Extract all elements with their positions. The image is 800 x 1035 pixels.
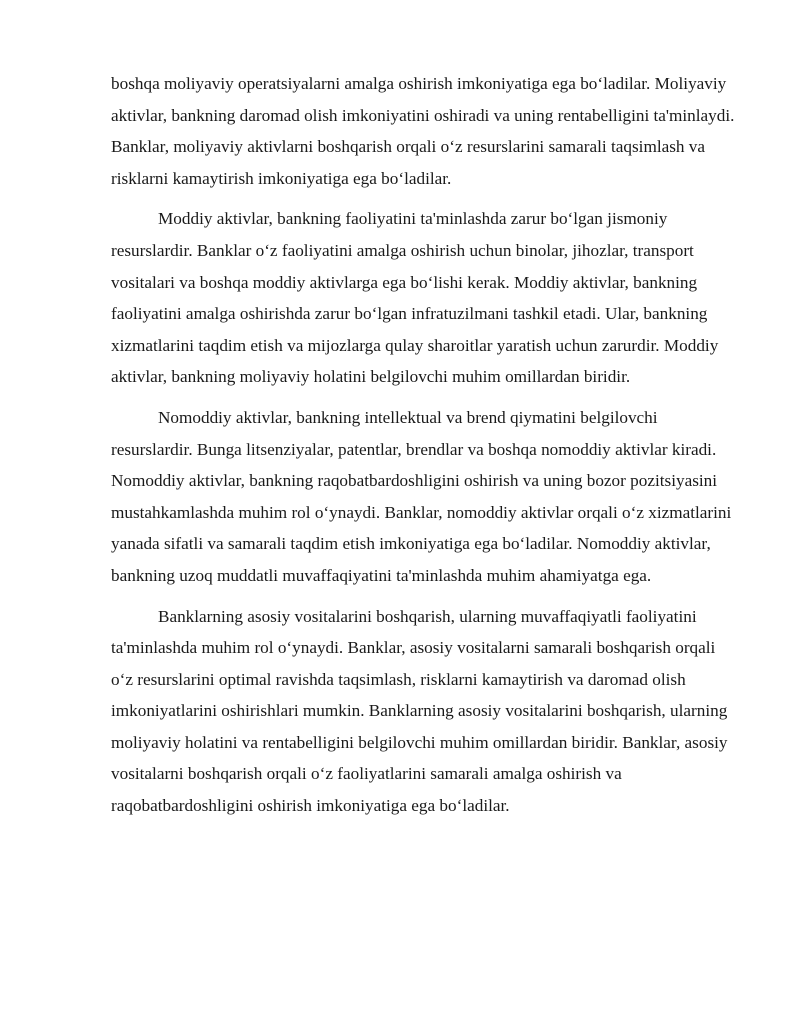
paragraph-fixed-assets-management: Banklarning asosiy vositalarini boshqarish, ularning muvaffaqiyatli faoliyatini ta'minlashda muhim rol o‘ynaydi. Banklar, asosiy vositalarni samarali boshqarish orqali o‘z resurslarini optimal ravishda taqsimlash, risklarni kamaytirish va daromad olish imkoniyatlarini oshirishlari mumkin. Banklarning asosiy vositalarini boshqarish, ularning moliyaviy holatini va rentabelligini belgilovchi muhim omillardan biridir. Banklar, asosiy vositalarni boshqarish orqali o‘z faoliyatlarini samarali amalga oshirish va raqobatbardoshligini oshirish imkoniyatiga ega bo‘ladilar. [111,606,728,816]
document-page [111,68,741,831]
paragraph-financial-assets-continued: boshqa moliyaviy operatsiyalarni amalga oshirish imkoniyatiga ega bo‘ladilar. Moliyaviy aktivlar, bankning daromad olish imkoniyatini oshiradi va uning rentabelligini ta'minlaydi. Banklar, moliyaviy aktivlarni boshqarish orqali o‘z resurslarini samarali taqsimlash va risklarni kamaytirish imkoniyatiga ega bo‘ladilar. [111,74,735,188]
paragraph-intangible-assets: Nomoddiy aktivlar, bankning intellektual va brend qiymatini belgilovchi resurslardir. Bunga litsenziyalar, patentlar, brendlar va boshqa nomoddiy aktivlar kiradi. Nomoddiy aktivlar, bankning raqobatbardoshligini oshirish va uning bozor pozitsiyasini mustahkamlashda muhim rol o‘ynaydi. Banklar, nomoddiy aktivlar orqali o‘z xizmatlarini yanada sifatli va samarali taqdim etish imkoniyatiga ega bo‘ladilar. Nomoddiy aktivlar, bankning uzoq muddatli muvaffaqiyatini ta'minlashda muhim ahamiyatga ega. [111,407,732,585]
paragraph-tangible-assets: Moddiy aktivlar, bankning faoliyatini ta'minlashda zarur bo‘lgan jismoniy resurslardir. Banklar o‘z faoliyatini amalga oshirish uchun binolar, jihozlar, transport vositalari va boshqa moddiy aktivlarga ega bo‘lishi kerak. Moddiy aktivlar, bankning faoliyatini amalga oshirishda zarur bo‘lgan infratuzilmani tashkil etadi. Ular, bankning xizmatlarini taqdim etish va mijozlarga qulay sharoitlar yaratish uchun zarurdir. Moddiy aktivlar, bankning moliyaviy holatini belgilovchi muhim omillardan biridir. [111,209,719,387]
